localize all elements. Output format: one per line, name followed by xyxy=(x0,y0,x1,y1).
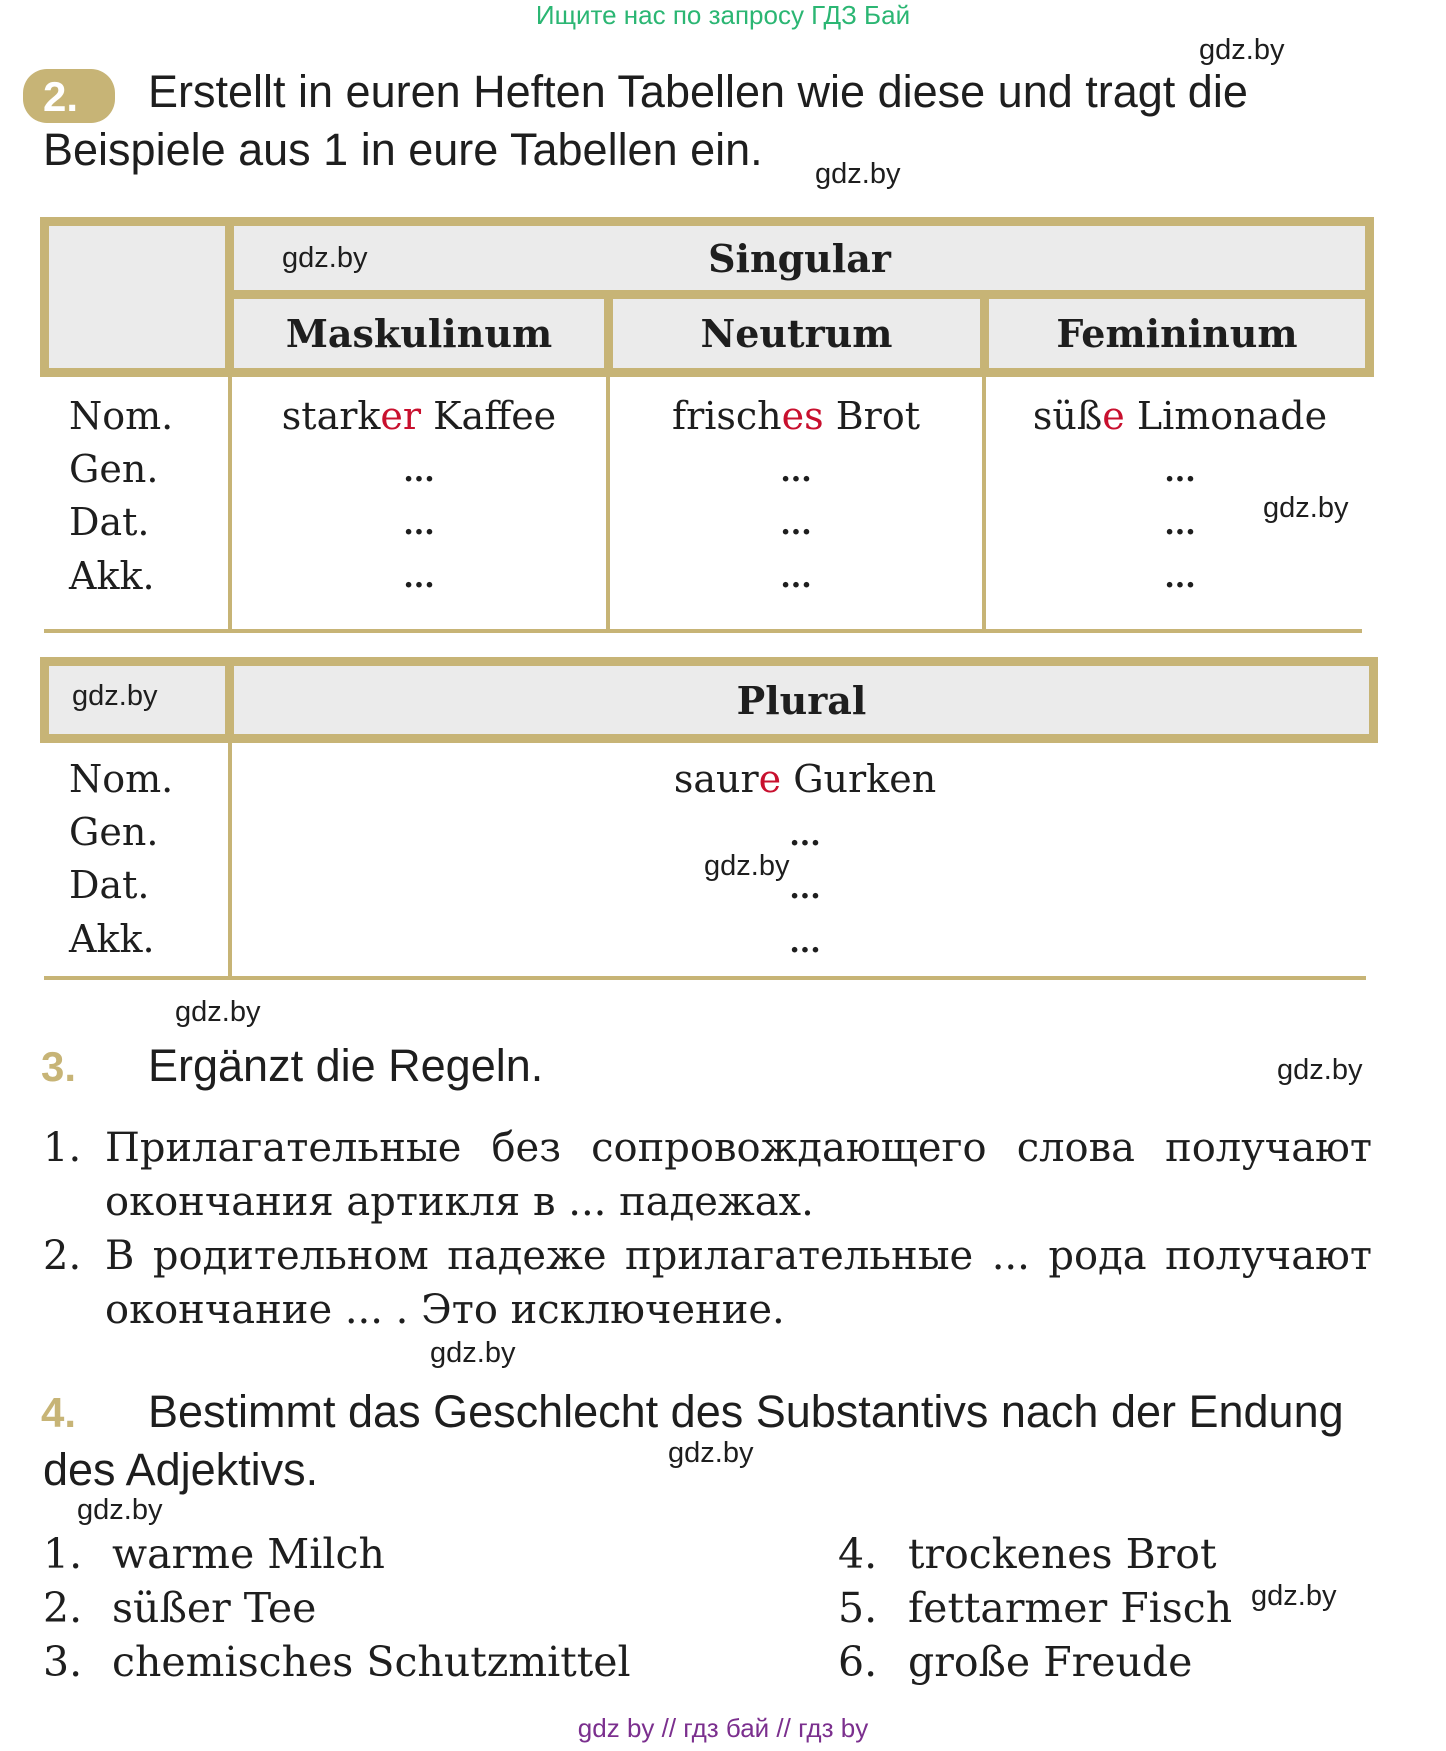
column-group-header: Singular xyxy=(234,226,1365,290)
noun: Kaffee xyxy=(421,394,557,438)
placeholder-dots: ... xyxy=(403,454,435,489)
exercise-item: warme Milch xyxy=(112,1530,385,1578)
noun: Limonade xyxy=(1124,394,1328,438)
exercise-number: 5. xyxy=(838,1584,878,1632)
watermark: gdz.by xyxy=(1263,492,1349,524)
case-label: Gen. xyxy=(69,810,159,854)
divider xyxy=(225,217,234,377)
placeholder-dots: ... xyxy=(1164,454,1196,489)
task-number-badge xyxy=(23,69,115,123)
case-label: Akk. xyxy=(69,917,155,961)
placeholder-dots: ... xyxy=(403,507,435,542)
column-header: Neutrum xyxy=(613,299,980,368)
watermark: gdz.by xyxy=(704,850,790,882)
adjective-stem: saur xyxy=(673,757,759,801)
divider xyxy=(604,290,613,377)
divider xyxy=(225,657,234,743)
case-label: Gen. xyxy=(69,447,159,491)
adjective-stem: frisch xyxy=(672,394,782,438)
case-label: Dat. xyxy=(69,863,150,907)
example-cell xyxy=(600,757,1010,801)
watermark: gdz.by xyxy=(1277,1054,1363,1086)
example-cell xyxy=(986,394,1374,438)
placeholder-dots: ... xyxy=(1164,507,1196,542)
task-heading-line: Bestimmt das Geschlecht des Substantivs nach der Endung xyxy=(148,1386,1344,1437)
example-cell xyxy=(610,394,982,438)
adjective-ending: e xyxy=(1102,394,1125,438)
placeholder-dots: ... xyxy=(789,925,821,960)
column-header: Femininum xyxy=(989,299,1365,368)
footer-banner[interactable]: gdz by // гдз бай // гдз by xyxy=(577,1713,869,1743)
watermark: gdz.by xyxy=(77,1494,163,1526)
case-label: Nom. xyxy=(69,394,174,438)
adjective-ending: es xyxy=(781,394,824,438)
task-number: 4. xyxy=(41,1389,77,1436)
task-number: 3. xyxy=(41,1043,77,1090)
watermark: gdz.by xyxy=(175,996,261,1028)
watermark: gdz.by xyxy=(1199,34,1285,66)
divider xyxy=(234,290,1374,299)
placeholder-dots: ... xyxy=(403,560,435,595)
exercise-item: chemisches Schutzmittel xyxy=(112,1638,631,1686)
rule-text: окончание ... . Это исключение. xyxy=(105,1287,785,1333)
adjective-ending: e xyxy=(758,757,782,801)
exercise-item: süßer Tee xyxy=(112,1584,317,1632)
task-heading-line: Beispiele aus 1 in eure Tabellen ein. xyxy=(43,124,763,175)
exercise-number: 1. xyxy=(43,1530,83,1578)
exercise-item: große Freude xyxy=(908,1638,1193,1686)
placeholder-dots: ... xyxy=(780,454,812,489)
divider xyxy=(44,976,1366,980)
top-banner[interactable]: Ищите нас по запросу ГДЗ Бай xyxy=(535,0,911,30)
exercise-item: trockenes Brot xyxy=(908,1530,1217,1578)
exercise-item: fettarmer Fisch xyxy=(908,1584,1233,1632)
column-header: Maskulinum xyxy=(234,299,604,368)
task-heading-line: des Adjektivs. xyxy=(43,1444,319,1495)
case-label: Dat. xyxy=(69,500,150,544)
placeholder-dots: ... xyxy=(789,818,821,853)
adjective-stem: stark xyxy=(281,394,381,438)
divider xyxy=(44,629,1362,633)
exercise-number: 3. xyxy=(43,1638,83,1686)
column-group-header: Plural xyxy=(234,666,1369,734)
watermark: gdz.by xyxy=(1251,1580,1337,1612)
divider xyxy=(228,743,232,979)
rule-number: 1. xyxy=(43,1125,82,1171)
noun: Gurken xyxy=(781,757,937,801)
exercise-number: 4. xyxy=(838,1530,878,1578)
watermark: gdz.by xyxy=(282,242,368,274)
case-label: Nom. xyxy=(69,757,174,801)
divider xyxy=(980,290,989,377)
adjective-ending: er xyxy=(380,394,422,438)
watermark: gdz.by xyxy=(430,1337,516,1369)
watermark: gdz.by xyxy=(72,680,158,712)
task-heading-line: Erstellt in euren Heften Tabellen wie diese und tragt die xyxy=(148,66,1248,117)
task-number: 2. xyxy=(43,73,79,120)
watermark: gdz.by xyxy=(815,158,901,190)
watermark: gdz.by xyxy=(668,1437,754,1469)
placeholder-dots: ... xyxy=(780,560,812,595)
placeholder-dots: ... xyxy=(780,507,812,542)
case-label: Akk. xyxy=(69,554,155,598)
exercise-number: 2. xyxy=(43,1584,83,1632)
exercise-number: 6. xyxy=(838,1638,878,1686)
rule-text: окончания артикля в ... падежах. xyxy=(105,1179,814,1225)
rule-number: 2. xyxy=(43,1233,82,1279)
adjective-stem: süß xyxy=(1032,394,1103,438)
placeholder-dots: ... xyxy=(1164,560,1196,595)
rule-text: Прилагательные без сопровождающего слова получают xyxy=(105,1125,1372,1171)
noun: Brot xyxy=(823,394,920,438)
example-cell xyxy=(232,394,606,438)
rule-text: В родительном падеже прилагательные ... рода получают xyxy=(105,1233,1372,1279)
task-heading: Ergänzt die Regeln. xyxy=(148,1040,544,1091)
placeholder-dots: ... xyxy=(789,871,821,906)
